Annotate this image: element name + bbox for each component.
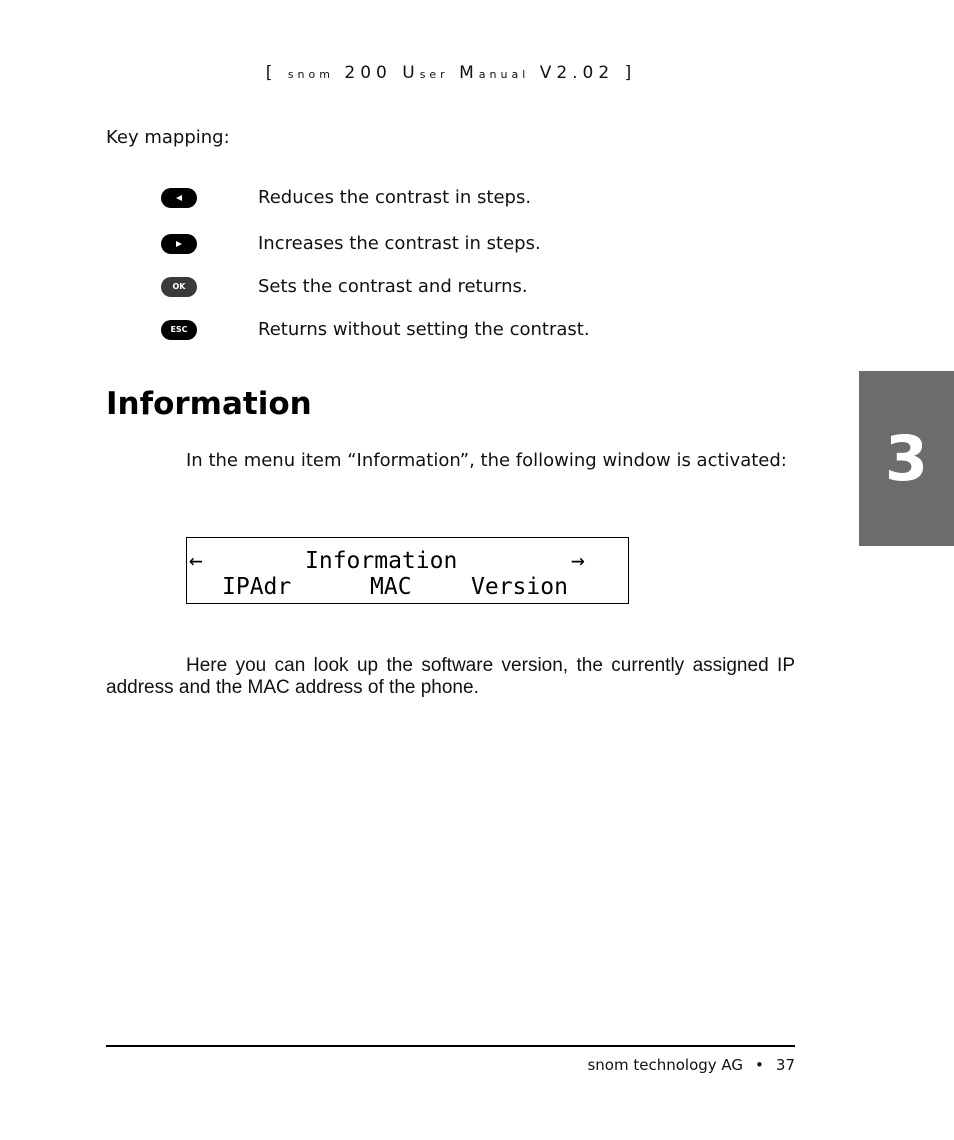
lcd-left-arrow-icon: ←	[189, 548, 203, 574]
lcd-title: Information	[305, 548, 458, 574]
lcd-item-mac: MAC	[370, 574, 412, 600]
key-row-right	[161, 234, 761, 256]
footer-rule	[106, 1045, 795, 1047]
intro-paragraph: In the menu item “Information”, the following window is activated:	[186, 450, 787, 471]
footer-company: snom technology AG	[587, 1056, 744, 1074]
chapter-tab	[859, 371, 954, 546]
key-mapping-intro: Key mapping:	[106, 127, 230, 148]
key-row-ok	[161, 277, 761, 299]
ok-key-icon: OK	[161, 277, 197, 297]
header-brand: snom	[287, 68, 334, 81]
key-description: Returns without setting the contrast.	[258, 319, 590, 340]
chapter-number: 3	[884, 422, 929, 495]
description-paragraph: Here you can look up the software version, the currently assigned IP address and the MAC address of the phone.	[106, 655, 795, 698]
lcd-item-version: Version	[471, 574, 568, 600]
key-description: Increases the contrast in steps.	[258, 233, 541, 254]
footer	[587, 1056, 795, 1074]
lcd-item-ipadr: IPAdr	[222, 574, 292, 600]
lcd-right-arrow-icon: →	[571, 548, 585, 574]
key-description: Sets the contrast and returns.	[258, 276, 528, 297]
page-number: 37	[775, 1056, 795, 1074]
footer-bullet: •	[755, 1056, 764, 1074]
left-arrow-key-icon	[161, 188, 197, 208]
header-version: V2.02	[539, 63, 615, 83]
key-description: Reduces the contrast in steps.	[258, 187, 532, 208]
key-row-left	[161, 188, 761, 210]
section-title: Information	[106, 386, 312, 422]
esc-key-icon: ESC	[161, 320, 197, 340]
lcd-display	[186, 537, 629, 604]
key-row-esc	[161, 320, 761, 342]
right-arrow-key-icon	[161, 234, 197, 254]
running-header: [ snom 200 User Manual V2.02 ]	[265, 63, 637, 83]
